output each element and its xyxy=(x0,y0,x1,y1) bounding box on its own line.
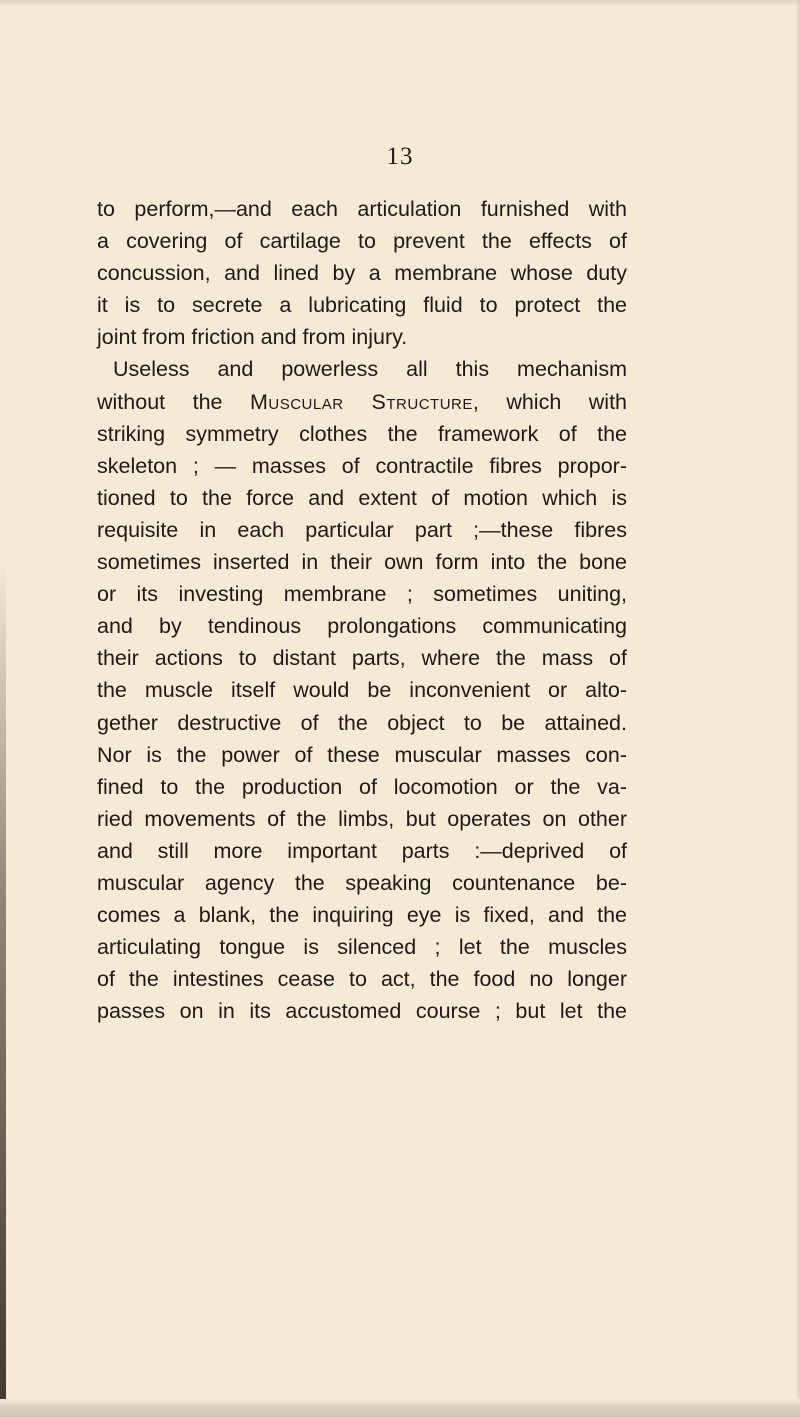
text-line: fined to the production of locomotion or the va- xyxy=(97,774,627,799)
text-line: and by tendinous prolongations communicating xyxy=(97,614,627,639)
term-muscular-structure: Muscular Structure xyxy=(249,389,473,414)
page-number: 13 xyxy=(386,143,414,170)
text-line: comes a blank, the inquiring eye is fixed, and the xyxy=(97,903,627,928)
text-line: joint from friction and from injury. xyxy=(97,325,408,350)
page-top-edge xyxy=(0,0,800,6)
text-line: to perform,—and each articulation furnished with xyxy=(97,197,627,221)
body-text xyxy=(97,193,627,1027)
text-line: sometimes inserted in their own form into the bone xyxy=(97,550,627,575)
text-line: or its investing membrane ; sometimes uniting, xyxy=(97,582,627,607)
text-line: Useless and powerless all this mechanism xyxy=(113,357,627,382)
text-line: skeleton ; — masses of contractile fibres propor- xyxy=(97,453,627,478)
text-line: the muscle itself would be inconvenient or alto- xyxy=(97,678,627,703)
text-line: their actions to distant parts, where the mass of xyxy=(97,646,627,671)
text-line: it is to secrete a lubricating fluid to protect the xyxy=(97,293,627,318)
text-line: gether destructive of the object to be attained. xyxy=(97,710,627,735)
page-right-edge xyxy=(796,0,800,1417)
text-line: a covering of cartilage to prevent the effects of xyxy=(97,229,627,254)
text-line: of the intestines cease to act, the food no longer xyxy=(97,967,627,992)
text-segment: without the xyxy=(97,389,223,414)
text-segment: , which with xyxy=(472,389,627,414)
text-line: passes on in its accustomed course ; but let the xyxy=(97,999,627,1024)
text-line: and still more important parts :—deprived of xyxy=(97,838,627,863)
text-line: articulating tongue is silenced ; let the muscles xyxy=(97,935,627,960)
text-line-with-heading xyxy=(97,386,627,418)
text-line: striking symmetry clothes the framework of the xyxy=(97,421,627,446)
text-line: Nor is the power of these muscular masses con- xyxy=(97,742,627,767)
text-line: requisite in each particular part ;—these fibres xyxy=(97,517,627,542)
text-line: ried movements of the limbs, but operates on other xyxy=(97,806,627,831)
text-line: concussion, and lined by a membrane whose duty xyxy=(97,261,627,286)
page-bottom-edge xyxy=(0,1399,800,1417)
page-binding-edge xyxy=(0,560,6,1417)
text-line: muscular agency the speaking countenance be- xyxy=(97,870,627,895)
text-line: tioned to the force and extent of motion which is xyxy=(97,485,627,510)
